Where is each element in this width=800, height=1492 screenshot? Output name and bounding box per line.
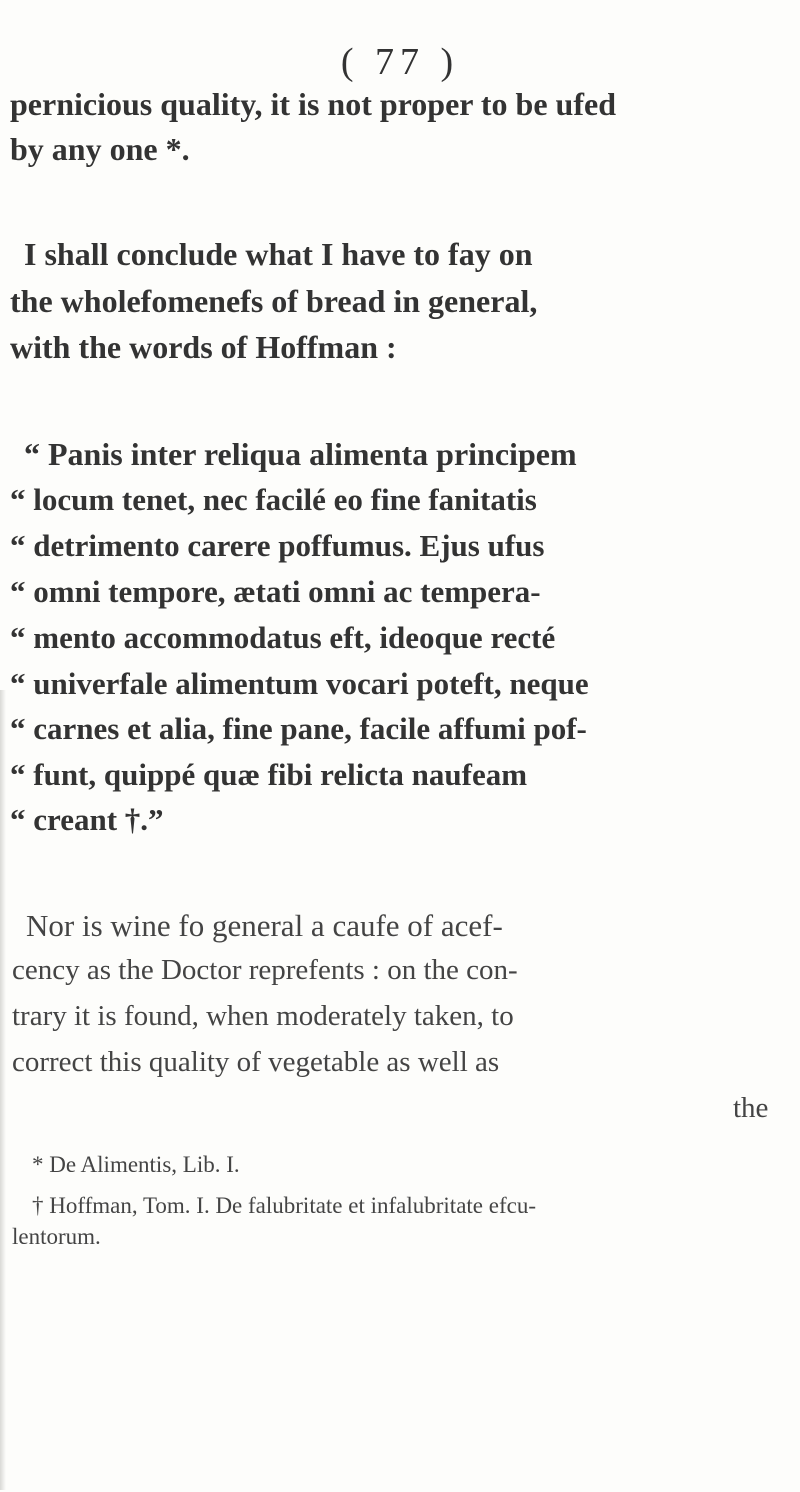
- quote-line: “ mento accommodatus eft, ideoque recté: [10, 620, 556, 655]
- catchword: the: [733, 1092, 769, 1124]
- quote-line: “ detrimento carere poffumus. Ejus ufus: [10, 528, 545, 563]
- text-line: with the words of Hoffman :: [10, 329, 397, 365]
- quote-line: “ omni tempore, ætati omni ac tempera-: [10, 574, 541, 609]
- text-line: pernicious quality, it is not proper to be ufed: [10, 86, 616, 122]
- quote-line: “ univerfale alimentum vocari poteft, neque: [10, 666, 589, 701]
- footnote: † Hoffman, Tom. I. De falubritate et infalubritate efcu-: [32, 1193, 536, 1218]
- page-edge-shadow: [0, 690, 6, 1490]
- quote-line: “ funt, quippé quæ fibi relicta naufeam: [10, 757, 528, 792]
- footnote: lentorum.: [12, 1224, 101, 1249]
- quote-line: “ Panis inter reliqua alimenta principem: [24, 436, 577, 472]
- quote-line: “ locum tenet, nec facilé eo fine fanitatis: [10, 482, 537, 517]
- page-number: ( 77 ): [340, 41, 460, 83]
- text-line: by any one *.: [10, 131, 190, 167]
- text-line: cency as the Doctor reprefents : on the con-: [12, 954, 518, 986]
- footnote: * De Alimentis, Lib. I.: [32, 1152, 240, 1177]
- quote-line: “ creant †.”: [10, 802, 164, 837]
- text-line: the wholefomenefs of bread in general,: [10, 283, 538, 319]
- text-line: correct this quality of vegetable as well as: [12, 1046, 500, 1078]
- text-line: trary it is found, when moderately taken, to: [12, 1000, 514, 1032]
- text-line: Nor is wine fo general a caufe of acef-: [26, 908, 503, 943]
- text-line: I shall conclude what I have to fay on: [24, 236, 533, 272]
- quote-line: “ carnes et alia, fine pane, facile affumi pof-: [10, 711, 587, 746]
